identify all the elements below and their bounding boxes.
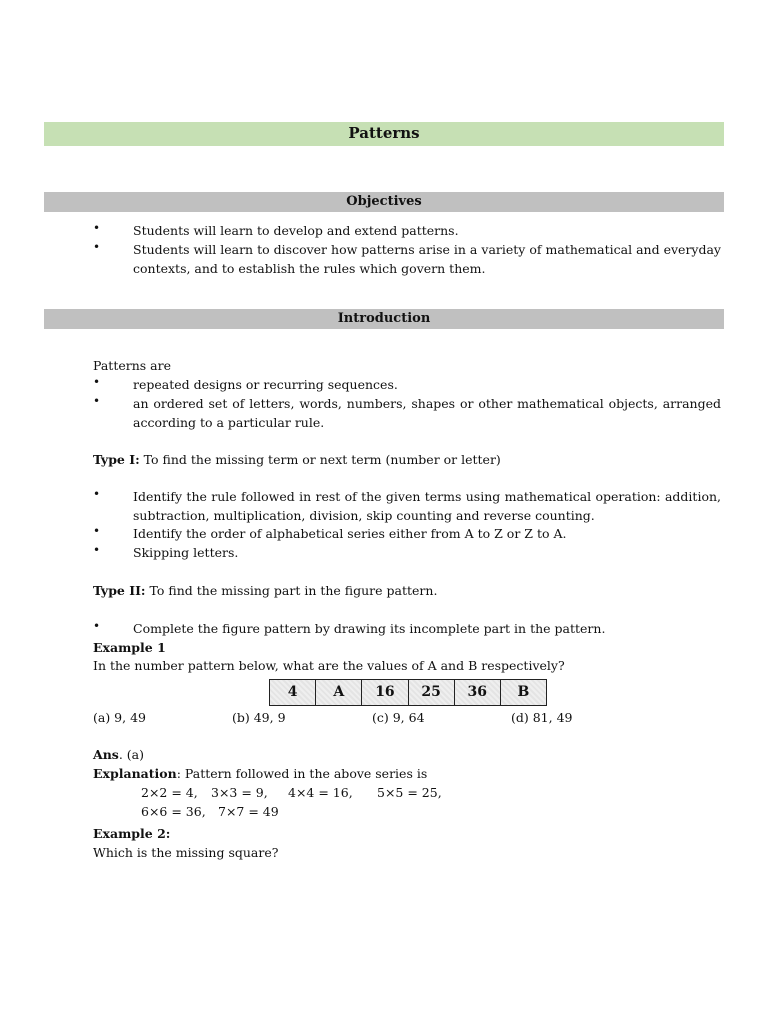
type1-item: Identify the order of alphabetical series either from A to Z or Z to A. xyxy=(133,526,567,541)
objective-item: Students will learn to develop and extend patterns. xyxy=(133,223,459,238)
sequence-cell: 36 xyxy=(455,680,501,705)
sequence-cell: A xyxy=(316,680,362,705)
bullet: • xyxy=(93,240,101,254)
calc-item: 4×4 = 16, xyxy=(288,785,353,800)
type1-text: To find the missing term or next term (number or letter) xyxy=(139,452,501,467)
sequence-cell: 4 xyxy=(270,680,316,705)
bullet: • xyxy=(93,221,101,235)
answer-label: Ans xyxy=(93,747,119,762)
option-b: (b) 49, 9 xyxy=(232,710,286,725)
introduction-heading: Introduction xyxy=(44,309,724,329)
intro-lead: Patterns are xyxy=(93,358,171,373)
answer-value: . (a) xyxy=(118,747,144,762)
bullet: • xyxy=(93,524,101,538)
objective-item: Students will learn to discover how patterns arise in a variety of mathematical and everyday contexts, and to establish the rules which govern them. xyxy=(133,242,721,276)
sequence-cell: B xyxy=(517,684,530,700)
calc-item: 5×5 = 25, xyxy=(377,785,442,800)
option-d: (d) 81, 49 xyxy=(511,710,573,725)
number-sequence-box xyxy=(269,679,547,706)
example1-heading: Example 1 xyxy=(93,640,166,655)
type2-label: Type II: xyxy=(93,583,146,598)
objectives-heading: Objectives xyxy=(44,192,724,212)
bullet: • xyxy=(93,487,101,501)
type1-label: Type I: xyxy=(93,452,140,467)
explanation-line xyxy=(93,764,427,783)
bullet: • xyxy=(93,619,101,633)
sequence-cell: 25 xyxy=(409,680,455,705)
bullet: • xyxy=(93,394,101,408)
type1-item: Identify the rule followed in rest of the given terms using mathematical operation: addition, subtraction, multiplication, division, skip counting and reverse counting. xyxy=(133,489,721,523)
type1-item: Skipping letters. xyxy=(133,545,239,560)
example2-heading: Example 2: xyxy=(93,826,171,841)
type2-line xyxy=(93,581,437,600)
type1-line xyxy=(93,450,501,469)
option-a: (a) 9, 49 xyxy=(93,710,146,725)
intro-item: an ordered set of letters, words, numbers, shapes or other mathematical objects, arranged according to a particular rule. xyxy=(133,396,721,430)
calc-item: 2×2 = 4, xyxy=(141,785,198,800)
bullet: • xyxy=(93,543,101,557)
bullet: • xyxy=(93,375,101,389)
explanation-text: : Pattern followed in the above series is xyxy=(176,766,428,781)
intro-item: repeated designs or recurring sequences. xyxy=(133,377,398,392)
example2-question: Which is the missing square? xyxy=(93,845,279,860)
calc-item: 3×3 = 9, xyxy=(211,785,268,800)
explanation-label: Explanation xyxy=(93,766,177,781)
answer-line xyxy=(93,745,144,764)
calc-item: 7×7 = 49 xyxy=(218,804,279,819)
example1-question: In the number pattern below, what are the values of A and B respectively? xyxy=(93,658,565,673)
type2-item: Complete the figure pattern by drawing its incomplete part in the pattern. xyxy=(133,621,606,636)
page-title: Patterns xyxy=(44,122,724,146)
type2-text: To find the missing part in the figure pattern. xyxy=(145,583,438,598)
option-c: (c) 9, 64 xyxy=(372,710,425,725)
sequence-cell: 16 xyxy=(362,680,408,705)
calc-item: 6×6 = 36, xyxy=(141,804,206,819)
